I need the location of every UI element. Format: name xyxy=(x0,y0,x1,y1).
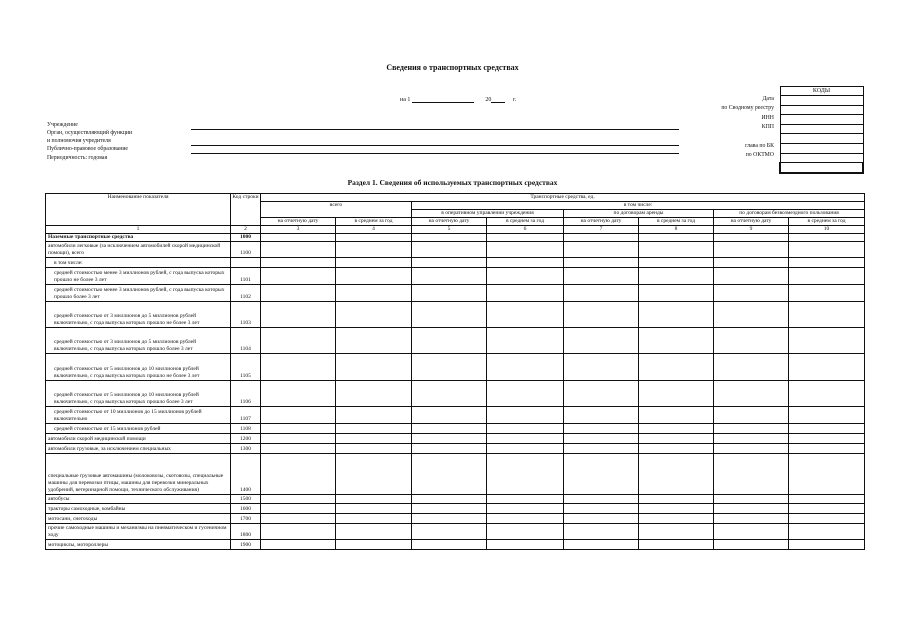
code-label: ИНН xyxy=(761,114,774,121)
value-cell[interactable] xyxy=(412,524,487,540)
row-code: 1104 xyxy=(231,328,261,354)
value-cell[interactable] xyxy=(714,302,789,328)
code-label: глава по БК xyxy=(745,142,774,149)
row-code: 1500 xyxy=(231,495,261,504)
value-cell[interactable] xyxy=(564,504,639,514)
value-cell[interactable] xyxy=(714,434,789,444)
value-cell[interactable] xyxy=(714,495,789,504)
value-cell[interactable] xyxy=(564,434,639,444)
value-cell[interactable] xyxy=(789,285,865,302)
value-cell[interactable] xyxy=(487,454,564,495)
column-number: 6 xyxy=(487,226,564,234)
code-cell-oktmo[interactable] xyxy=(780,153,863,163)
value-cell[interactable] xyxy=(487,354,564,381)
value-cell[interactable] xyxy=(412,242,487,258)
code-cell-registry[interactable] xyxy=(780,105,863,115)
value-cell[interactable] xyxy=(261,540,336,550)
row-code: 1105 xyxy=(231,354,261,381)
row-code: 1100 xyxy=(231,242,261,258)
value-cell[interactable] xyxy=(639,328,714,354)
value-cell[interactable] xyxy=(261,454,336,495)
value-cell[interactable] xyxy=(714,285,789,302)
value-cell[interactable] xyxy=(639,258,714,268)
date-year-prefix: 20 xyxy=(485,97,492,103)
value-cell[interactable] xyxy=(412,302,487,328)
row-code: 1101 xyxy=(231,268,261,285)
value-cell[interactable] xyxy=(714,504,789,514)
row-name: автомобили легковые (за исключением автомобилей скорой медицинской помощи), всего xyxy=(46,242,231,258)
value-cell[interactable] xyxy=(261,354,336,381)
value-cell[interactable] xyxy=(487,514,564,524)
value-cell[interactable] xyxy=(564,454,639,495)
date-prefix: на 1 xyxy=(400,97,411,103)
value-cell[interactable] xyxy=(564,495,639,504)
table-row xyxy=(46,444,865,454)
table-row xyxy=(46,258,865,268)
value-cell[interactable] xyxy=(714,381,789,407)
value-cell[interactable] xyxy=(639,524,714,540)
value-cell[interactable] xyxy=(487,381,564,407)
row-code: 1103 xyxy=(231,302,261,328)
value-cell[interactable] xyxy=(564,524,639,540)
value-cell[interactable] xyxy=(412,234,487,242)
value-cell[interactable] xyxy=(487,234,564,242)
value-cell[interactable] xyxy=(412,540,487,550)
value-cell[interactable] xyxy=(639,234,714,242)
value-cell[interactable] xyxy=(714,328,789,354)
table-row xyxy=(46,268,865,285)
value-cell[interactable] xyxy=(336,242,412,258)
table-row xyxy=(46,234,865,242)
row-name: автомобили грузовые, за исключением специальных xyxy=(46,444,231,454)
row-code: 1106 xyxy=(231,381,261,407)
value-cell[interactable] xyxy=(487,444,564,454)
value-cell[interactable] xyxy=(487,540,564,550)
value-cell[interactable] xyxy=(714,242,789,258)
value-cell[interactable] xyxy=(487,285,564,302)
header-total: всего xyxy=(261,202,412,218)
value-cell[interactable] xyxy=(336,328,412,354)
value-cell[interactable] xyxy=(789,381,865,407)
row-name: средней стоимостью от 5 миллионов до 10 миллионов рублей включительно, с года выпуска которых прошло не более 3 лет xyxy=(46,354,231,381)
value-cell[interactable] xyxy=(639,268,714,285)
value-cell[interactable] xyxy=(789,354,865,381)
value-cell[interactable] xyxy=(261,258,336,268)
row-name: средней стоимостью от 3 миллионов до 5 миллионов рублей включительно, с года выпуска которых прошло более 3 лет xyxy=(46,328,231,354)
row-name: средней стоимостью от 3 миллионов до 5 миллионов рублей включительно, с года выпуска которых прошло не более 3 лет xyxy=(46,302,231,328)
column-number: 10 xyxy=(789,226,865,234)
date-year-field[interactable] xyxy=(491,95,505,103)
row-code: 1107 xyxy=(231,407,261,424)
row-name: в том числе: xyxy=(46,258,231,268)
value-cell[interactable] xyxy=(412,258,487,268)
value-cell[interactable] xyxy=(336,424,412,434)
value-cell[interactable] xyxy=(639,514,714,524)
value-cell[interactable] xyxy=(564,444,639,454)
value-cell[interactable] xyxy=(487,434,564,444)
column-number: 8 xyxy=(639,226,714,234)
row-name: мотосани, снегоходы xyxy=(46,514,231,524)
row-name: средней стоимостью менее 3 миллионов рублей, с года выпуска которых прошло не более 3 лет xyxy=(46,268,231,285)
value-cell[interactable] xyxy=(564,242,639,258)
header-average: в среднем за год xyxy=(336,218,412,226)
value-cell[interactable] xyxy=(639,354,714,381)
label-periodicity: Периодичность: годовая xyxy=(47,154,108,161)
code-label: по ОКТМО xyxy=(745,152,774,159)
value-cell[interactable] xyxy=(789,514,865,524)
value-cell[interactable] xyxy=(564,540,639,550)
value-cell[interactable] xyxy=(714,514,789,524)
value-cell[interactable] xyxy=(261,407,336,424)
value-cell[interactable] xyxy=(789,524,865,540)
value-cell[interactable] xyxy=(639,434,714,444)
table-row xyxy=(46,514,865,524)
row-name: прочие самоходные машины и механизмы на пневматическом и гусеничном ходу xyxy=(46,524,231,540)
value-cell[interactable] xyxy=(564,302,639,328)
column-number: 9 xyxy=(714,226,789,234)
column-number: 7 xyxy=(564,226,639,234)
value-cell[interactable] xyxy=(639,381,714,407)
header-reporting-date: на отчетную дату xyxy=(412,218,487,226)
value-cell[interactable] xyxy=(714,524,789,540)
value-cell[interactable] xyxy=(412,424,487,434)
header-labels xyxy=(47,121,132,162)
label-founder-1: Орган, осуществляющий функции xyxy=(47,130,133,137)
value-cell[interactable] xyxy=(412,495,487,504)
table-row xyxy=(46,381,865,407)
value-cell[interactable] xyxy=(789,242,865,258)
header-average: в среднем за год xyxy=(789,218,865,226)
codes-box xyxy=(779,86,864,174)
table-row xyxy=(46,524,865,540)
value-cell[interactable] xyxy=(789,540,865,550)
value-cell[interactable] xyxy=(487,495,564,504)
value-cell[interactable] xyxy=(336,444,412,454)
value-cell[interactable] xyxy=(412,381,487,407)
value-cell[interactable] xyxy=(261,285,336,302)
value-cell[interactable] xyxy=(261,424,336,434)
row-code: 1102 xyxy=(231,285,261,302)
table-row xyxy=(46,407,865,424)
value-cell[interactable] xyxy=(412,407,487,424)
row-name: средней стоимостью от 10 миллионов до 15 миллионов рублей включительно xyxy=(46,407,231,424)
value-cell[interactable] xyxy=(639,454,714,495)
value-cell[interactable] xyxy=(789,434,865,444)
value-cell[interactable] xyxy=(261,495,336,504)
value-cell[interactable] xyxy=(261,434,336,444)
value-cell[interactable] xyxy=(789,328,865,354)
value-cell[interactable] xyxy=(487,524,564,540)
table-row xyxy=(46,242,865,258)
value-cell[interactable] xyxy=(261,504,336,514)
value-cell[interactable] xyxy=(714,354,789,381)
code-cell-extra[interactable] xyxy=(780,163,863,173)
row-code: 1200 xyxy=(231,434,261,444)
value-cell[interactable] xyxy=(336,434,412,444)
label-public-entity: Публично-правовое образование xyxy=(47,146,128,153)
value-cell[interactable] xyxy=(336,524,412,540)
table-row xyxy=(46,454,865,495)
value-cell[interactable] xyxy=(789,302,865,328)
code-cell-kpp[interactable] xyxy=(780,124,863,134)
value-cell[interactable] xyxy=(789,424,865,434)
row-name: средней стоимостью менее 3 миллионов рублей, с года выпуска которых прошло более 3 лет xyxy=(46,285,231,302)
value-cell[interactable] xyxy=(714,454,789,495)
value-cell[interactable] xyxy=(639,504,714,514)
code-label: КПП xyxy=(761,124,774,131)
header-including: в том числе: xyxy=(412,202,865,210)
table-row xyxy=(46,302,865,328)
column-number: 2 xyxy=(231,226,261,234)
value-cell[interactable] xyxy=(639,495,714,504)
value-cell[interactable] xyxy=(261,242,336,258)
value-cell[interactable] xyxy=(336,514,412,524)
value-cell[interactable] xyxy=(564,354,639,381)
value-cell[interactable] xyxy=(487,407,564,424)
header-average: в среднем за год xyxy=(639,218,714,226)
value-cell[interactable] xyxy=(487,302,564,328)
value-cell[interactable] xyxy=(412,514,487,524)
value-cell[interactable] xyxy=(564,268,639,285)
value-cell[interactable] xyxy=(564,285,639,302)
table-row xyxy=(46,495,865,504)
value-cell[interactable] xyxy=(336,381,412,407)
column-number: 4 xyxy=(336,226,412,234)
row-code: 1600 xyxy=(231,504,261,514)
value-cell[interactable] xyxy=(336,407,412,424)
institution-field[interactable] xyxy=(191,129,679,130)
value-cell[interactable] xyxy=(336,302,412,328)
row-code xyxy=(231,258,261,268)
value-cell[interactable] xyxy=(714,444,789,454)
value-cell[interactable] xyxy=(714,258,789,268)
value-cell[interactable] xyxy=(639,444,714,454)
header-code: Код строки xyxy=(231,194,261,226)
value-cell[interactable] xyxy=(261,302,336,328)
value-cell[interactable] xyxy=(487,328,564,354)
value-cell[interactable] xyxy=(336,285,412,302)
value-cell[interactable] xyxy=(789,234,865,242)
value-cell[interactable] xyxy=(336,540,412,550)
column-number: 3 xyxy=(261,226,336,234)
date-day-month-field[interactable] xyxy=(412,95,474,103)
header-average: в среднем за год xyxy=(487,218,564,226)
value-cell[interactable] xyxy=(714,234,789,242)
value-cell[interactable] xyxy=(714,407,789,424)
value-cell[interactable] xyxy=(564,407,639,424)
header-reporting-date: на отчетную дату xyxy=(564,218,639,226)
code-label: по Сводному реестру xyxy=(721,105,774,112)
value-cell[interactable] xyxy=(639,424,714,434)
header-reporting-date: на отчетную дату xyxy=(261,218,336,226)
code-cell-bk[interactable] xyxy=(780,143,863,153)
header-operative: в оперативном управлении учреждения xyxy=(412,210,564,218)
value-cell[interactable] xyxy=(412,328,487,354)
value-cell[interactable] xyxy=(714,268,789,285)
value-cell[interactable] xyxy=(639,302,714,328)
label-founder-2: и полномочия учредителя xyxy=(47,138,111,145)
value-cell[interactable] xyxy=(564,424,639,434)
row-code: 1800 xyxy=(231,524,261,540)
code-label xyxy=(640,132,774,141)
row-code: 1000 xyxy=(231,234,261,242)
table-row xyxy=(46,354,865,381)
value-cell[interactable] xyxy=(412,354,487,381)
value-cell[interactable] xyxy=(336,268,412,285)
row-code: 1108 xyxy=(231,424,261,434)
table-row xyxy=(46,504,865,514)
value-cell[interactable] xyxy=(336,234,412,242)
row-name: автобусы xyxy=(46,495,231,504)
value-cell[interactable] xyxy=(487,242,564,258)
value-cell[interactable] xyxy=(487,268,564,285)
header-lease: по договорам аренды xyxy=(564,210,714,218)
row-code: 1700 xyxy=(231,514,261,524)
value-cell[interactable] xyxy=(564,514,639,524)
value-cell[interactable] xyxy=(412,434,487,444)
row-name: средней стоимостью от 5 миллионов до 10 миллионов рублей включительно, с года выпуска которых прошло более 3 лет xyxy=(46,381,231,407)
table-row xyxy=(46,424,865,434)
value-cell[interactable] xyxy=(789,444,865,454)
column-number: 1 xyxy=(46,226,231,234)
value-cell[interactable] xyxy=(789,268,865,285)
value-cell[interactable] xyxy=(714,540,789,550)
row-name: специальные грузовые автомашины (молоковозы, скотовозы, специальные машины для перевозки птицы, машины для перевозки минеральных удобрений, ветеринарной помощи, технического обслуживания) xyxy=(46,454,231,495)
value-cell[interactable] xyxy=(261,514,336,524)
value-cell[interactable] xyxy=(789,504,865,514)
table-row xyxy=(46,434,865,444)
value-cell[interactable] xyxy=(336,495,412,504)
vehicles-table xyxy=(45,193,865,550)
value-cell[interactable] xyxy=(564,258,639,268)
row-code: 1300 xyxy=(231,444,261,454)
value-cell[interactable] xyxy=(789,258,865,268)
row-name: тракторы самоходные, комбайны xyxy=(46,504,231,514)
value-cell[interactable] xyxy=(714,424,789,434)
code-cell-date[interactable] xyxy=(780,96,863,106)
value-cell[interactable] xyxy=(261,524,336,540)
value-cell[interactable] xyxy=(336,258,412,268)
value-cell[interactable] xyxy=(412,504,487,514)
table-row xyxy=(46,285,865,302)
label-institution: Учреждение xyxy=(47,122,78,128)
code-label: Дата xyxy=(762,96,774,102)
section-title: Раздел 1. Сведения об используемых транспортных средствах xyxy=(347,178,558,187)
header-reporting-date: на отчетную дату xyxy=(714,218,789,226)
value-cell[interactable] xyxy=(261,444,336,454)
header-transport: Транспортные средства, ед. xyxy=(261,194,865,202)
value-cell[interactable] xyxy=(261,381,336,407)
value-cell[interactable] xyxy=(639,242,714,258)
value-cell[interactable] xyxy=(412,285,487,302)
table-row xyxy=(46,328,865,354)
form-title: Сведения о транспортных средствах xyxy=(386,63,519,72)
value-cell[interactable] xyxy=(487,258,564,268)
header-name: Наименование показателя xyxy=(46,194,231,226)
row-name: средней стоимостью от 15 миллионов рублей xyxy=(46,424,231,434)
value-cell[interactable] xyxy=(261,234,336,242)
value-cell[interactable] xyxy=(336,504,412,514)
value-cell[interactable] xyxy=(789,495,865,504)
row-name: автомобили скорой медицинской помощи xyxy=(46,434,231,444)
value-cell[interactable] xyxy=(261,328,336,354)
value-cell[interactable] xyxy=(487,424,564,434)
value-cell[interactable] xyxy=(639,407,714,424)
date-suffix: г. xyxy=(512,97,517,103)
codes-header: КОДЫ xyxy=(780,87,863,96)
value-cell[interactable] xyxy=(564,381,639,407)
column-number: 5 xyxy=(412,226,487,234)
report-date-line xyxy=(400,95,516,103)
code-labels xyxy=(640,95,774,160)
code-cell-blank[interactable] xyxy=(780,134,863,144)
code-cell-inn[interactable] xyxy=(780,115,863,125)
table-row xyxy=(46,540,865,550)
value-cell[interactable] xyxy=(412,268,487,285)
public-entity-field[interactable] xyxy=(191,153,679,154)
value-cell[interactable] xyxy=(639,540,714,550)
value-cell[interactable] xyxy=(412,444,487,454)
row-name: мотоциклы, мотороллеры xyxy=(46,540,231,550)
row-code: 1900 xyxy=(231,540,261,550)
value-cell[interactable] xyxy=(789,454,865,495)
value-cell[interactable] xyxy=(336,354,412,381)
founder-field[interactable] xyxy=(191,145,679,146)
row-name: Наземные транспортные средства xyxy=(46,234,231,242)
value-cell[interactable] xyxy=(564,234,639,242)
value-cell[interactable] xyxy=(336,454,412,495)
value-cell[interactable] xyxy=(789,407,865,424)
value-cell[interactable] xyxy=(639,285,714,302)
value-cell[interactable] xyxy=(412,454,487,495)
value-cell[interactable] xyxy=(564,328,639,354)
value-cell[interactable] xyxy=(487,504,564,514)
value-cell[interactable] xyxy=(261,268,336,285)
header-free-use: по договорам безвозмездного пользования xyxy=(714,210,865,218)
row-code: 1400 xyxy=(231,454,261,495)
